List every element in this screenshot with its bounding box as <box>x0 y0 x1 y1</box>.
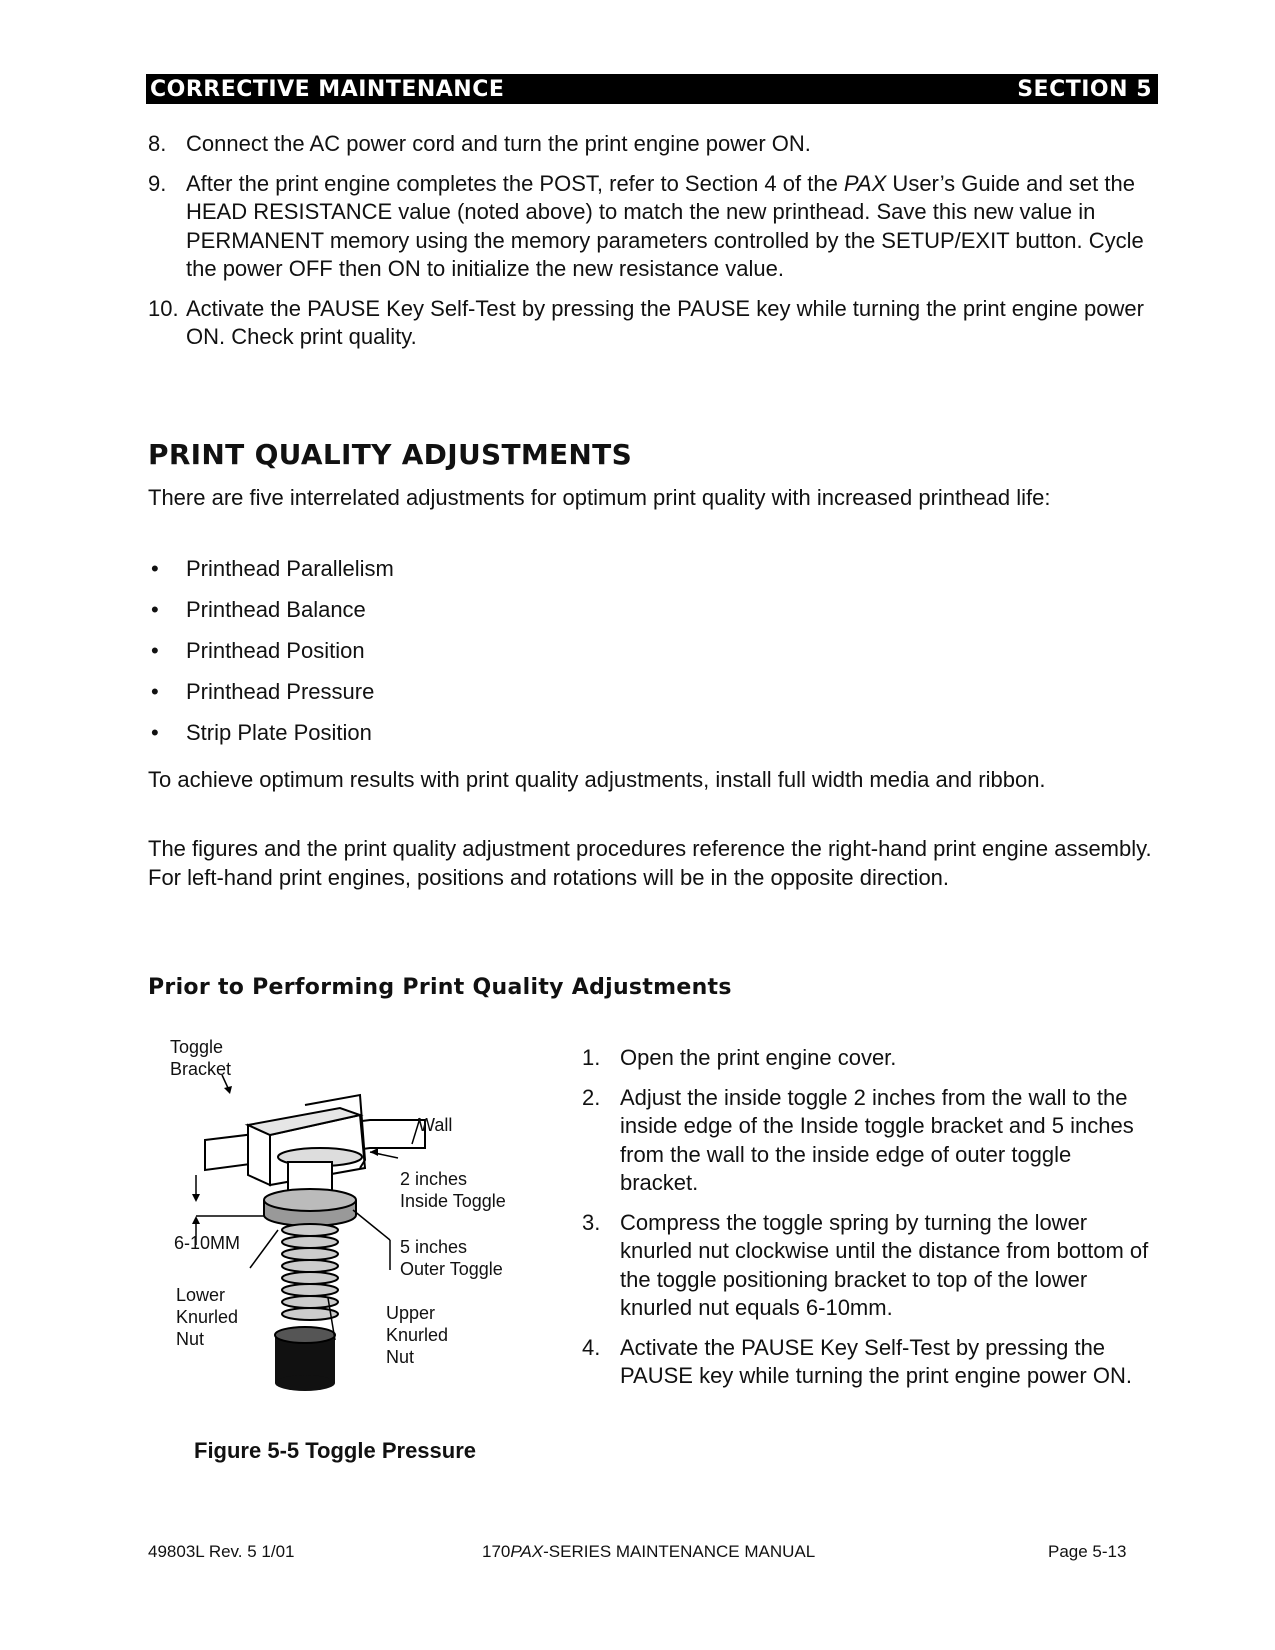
list-item: • Printhead Balance <box>148 596 394 637</box>
outer-toggle-label: 5 inches Outer Toggle <box>400 1237 503 1279</box>
bullet-icon: • <box>151 556 159 581</box>
list-item: 8. Connect the AC power cord and turn the print engine power ON. <box>148 131 811 156</box>
list-item: 1. Open the print engine cover. <box>582 1045 897 1070</box>
inside-toggle-label: 2 inches Inside Toggle <box>400 1169 506 1211</box>
list-item: 3. Compress the toggle spring by turning the lower knurled nut clockwise until the distance from bottom of the toggle positioning bracket to top of the lower knurled nut equals 6-10mm. <box>582 1209 1149 1320</box>
bullet-icon: • <box>151 638 159 663</box>
toggle-pressure-figure <box>160 1037 570 1410</box>
bullet-icon: • <box>151 720 159 745</box>
orientation-paragraph: The figures and the print quality adjustment procedures reference the right-hand print engine assembly. For left-hand print engines, positions and rotations will be in the opposite direction. <box>148 836 1152 890</box>
list-item: • Printhead Pressure <box>148 678 394 719</box>
section-header-bar <box>146 74 1158 104</box>
wall-label: Wall <box>418 1115 453 1135</box>
footer-page-number: Page 5-13 <box>1048 1542 1127 1561</box>
list-item: • Printhead Position <box>148 637 394 678</box>
product-name: PAX <box>843 170 887 196</box>
procedure-steps-bottom <box>582 1044 1152 1402</box>
toggle-assembly-illustration <box>160 1040 570 1410</box>
intro-paragraph: There are five interrelated adjustments for optimum print quality with increased printhead life: <box>148 485 1051 510</box>
list-item: 4. Activate the PAUSE Key Self-Test by pressing the PAUSE key while turning the print engine power ON. <box>582 1334 1132 1388</box>
bullet-icon: • <box>151 679 159 704</box>
figure-caption: Figure 5-5 Toggle Pressure <box>194 1438 477 1463</box>
list-item: • Strip Plate Position <box>148 719 394 760</box>
procedure-steps-top <box>148 130 1158 363</box>
upper-nut-label: Upper Knurled Nut <box>386 1303 449 1367</box>
page-heading: PRINT QUALITY ADJUSTMENTS <box>148 438 633 471</box>
section-number: SECTION 5 <box>1017 76 1152 102</box>
footer-manual-title: 170PAX-SERIES MAINTENANCE MANUAL <box>482 1542 816 1561</box>
list-item: 2. Adjust the inside toggle 2 inches from the wall to the inside edge of the Inside toggle bracket and 5 inches from the wall to the inside edge of outer toggle bracket. <box>582 1084 1134 1195</box>
lower-nut-label: Lower Knurled Nut <box>176 1285 239 1349</box>
section-title: CORRECTIVE MAINTENANCE <box>150 76 505 102</box>
media-paragraph: To achieve optimum results with print quality adjustments, install full width media and ribbon. <box>148 767 1046 792</box>
bullet-icon: • <box>151 597 159 622</box>
gap-measure-label: 6-10MM <box>174 1233 241 1253</box>
toggle-bracket-label: Toggle Bracket <box>170 1037 232 1079</box>
list-item: 9. After the print engine completes the POST, refer to Section 4 of the PAX User’s Guide and set the HEAD RESISTANCE value (noted above) to match the new printhead. Save this new value in PERMANENT memory using the memory parameters controlled by the SETUP/EXIT button. Cycle the power OFF then ON to initialize the new resistance value. <box>148 170 1144 281</box>
list-item: 10. Activate the PAUSE Key Self-Test by pressing the PAUSE key while turning the print engine power ON. Check print quality. <box>148 295 1144 349</box>
subsection-heading: Prior to Performing Print Quality Adjustments <box>148 975 732 1000</box>
footer-doc-number: 49803L Rev. 5 1/01 <box>148 1542 295 1561</box>
list-item: • Printhead Parallelism <box>148 555 394 596</box>
adjustment-list <box>148 555 394 760</box>
